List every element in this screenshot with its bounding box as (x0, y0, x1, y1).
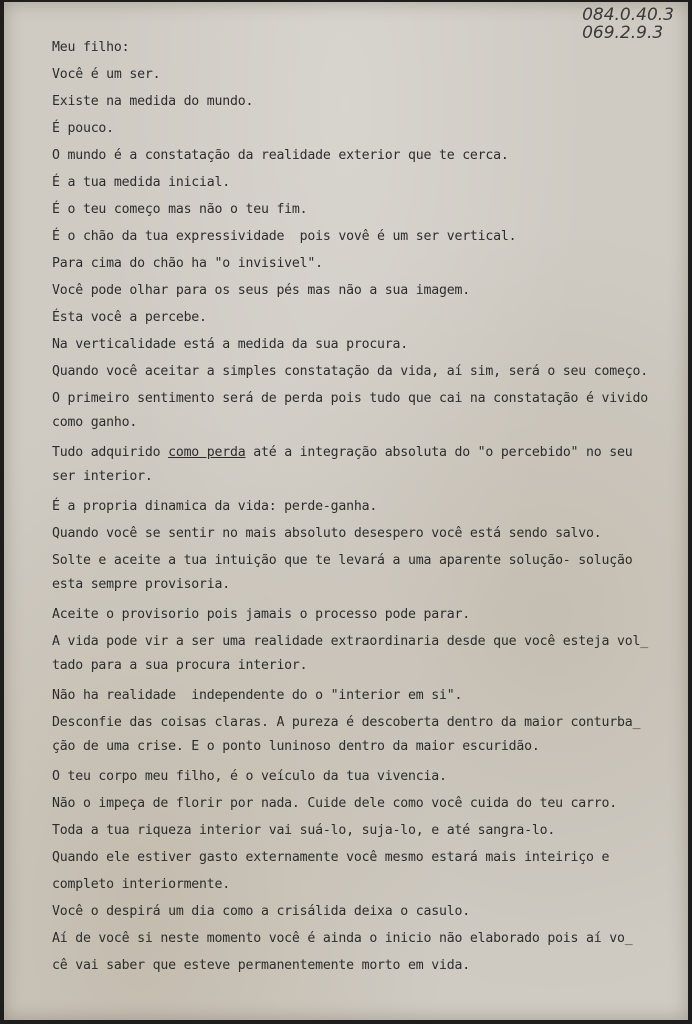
text-line: Quando ele estiver gasto externamente você mesmo estará mais inteiriço e (52, 850, 610, 865)
typed-letter-page (4, 2, 688, 1020)
text-line: Para cima do chão ha "o invisivel". (52, 256, 323, 271)
text-line: ser interior. (52, 469, 153, 484)
text-line: ção de uma crise. E o ponto luninoso dentro da maior escuridão. (52, 739, 540, 754)
text-line: Solte e aceite a tua intuição que te levará a uma aparente solução- solução (52, 553, 633, 568)
text-line: Tudo adquirido como perda até a integração absoluta do "o percebido" no seu (52, 445, 633, 460)
text-line: Desconfie das coisas claras. A pureza é descoberta dentro da maior conturba_ (52, 715, 641, 730)
text-line: É a tua medida inicial. (52, 175, 231, 190)
text-line: Você pode olhar para os seus pés mas não a sua imagem. (52, 283, 470, 298)
text-line: Quando você aceitar a simples constatação da vida, aí sim, será o seu começo. (52, 364, 648, 379)
text-line: Você é um ser. (52, 67, 161, 82)
text-line: Não ha realidade independente do o "interior em si". (52, 688, 463, 703)
text-line: Toda a tua riqueza interior vai suá-lo, suja-lo, e até sangra-lo. (52, 823, 556, 838)
text-line: Aí de você si neste momento você é ainda o inicio não elaborado pois aí vo_ (52, 931, 633, 946)
text-line: O teu corpo meu filho, é o veículo da tua vivencia. (52, 769, 447, 784)
text-line: Quando você se sentir no mais absoluto desespero você está sendo salvo. (52, 526, 602, 541)
text-line: tado para a sua procura interior. (52, 658, 308, 673)
text-line: É a propria dinamica da vida: perde-ganha. (52, 499, 378, 514)
text-line: O primeiro sentimento será de perda pois tudo que cai na constatação é vivido (52, 391, 648, 406)
text-line: Não o impeça de florir por nada. Cuide dele como você cuida do teu carro. (52, 796, 617, 811)
archive-code-2: 069.2.9.3 (582, 23, 664, 43)
text-line: Na verticalidade está a medida da sua procura. (52, 337, 409, 352)
text-line: É pouco. (52, 121, 114, 136)
text-line: Aceite o provisorio pois jamais o processo pode parar. (52, 607, 470, 622)
text-line: É o teu começo mas não o teu fim. (52, 202, 308, 217)
text-line: Você o despirá um dia como a crisálida deixa o casulo. (52, 904, 470, 919)
text-line: como ganho. (52, 415, 138, 430)
text-line: Existe na medida do mundo. (52, 94, 254, 109)
text-line: A vida pode vir a ser uma realidade extraordinaria desde que você esteja vol_ (52, 634, 648, 649)
text-line: O mundo é a constatação da realidade exterior que te cerca. (52, 148, 509, 163)
archive-code-1: 084.0.40.3 (582, 5, 674, 25)
text-line: esta sempre provisoria. (52, 577, 231, 592)
underlined-phrase: como perda (168, 445, 246, 460)
text-line: É o chão da tua expressividade pois vovê é um ser vertical. (52, 229, 517, 244)
text-line: Ésta você a percebe. (52, 310, 207, 325)
archive-reference-codes (582, 6, 674, 42)
text-line: cê vai saber que esteve permanentemente morto em vida. (52, 958, 470, 973)
text-line: Meu filho: (52, 40, 130, 55)
text-line: completo interiormente. (52, 877, 231, 892)
